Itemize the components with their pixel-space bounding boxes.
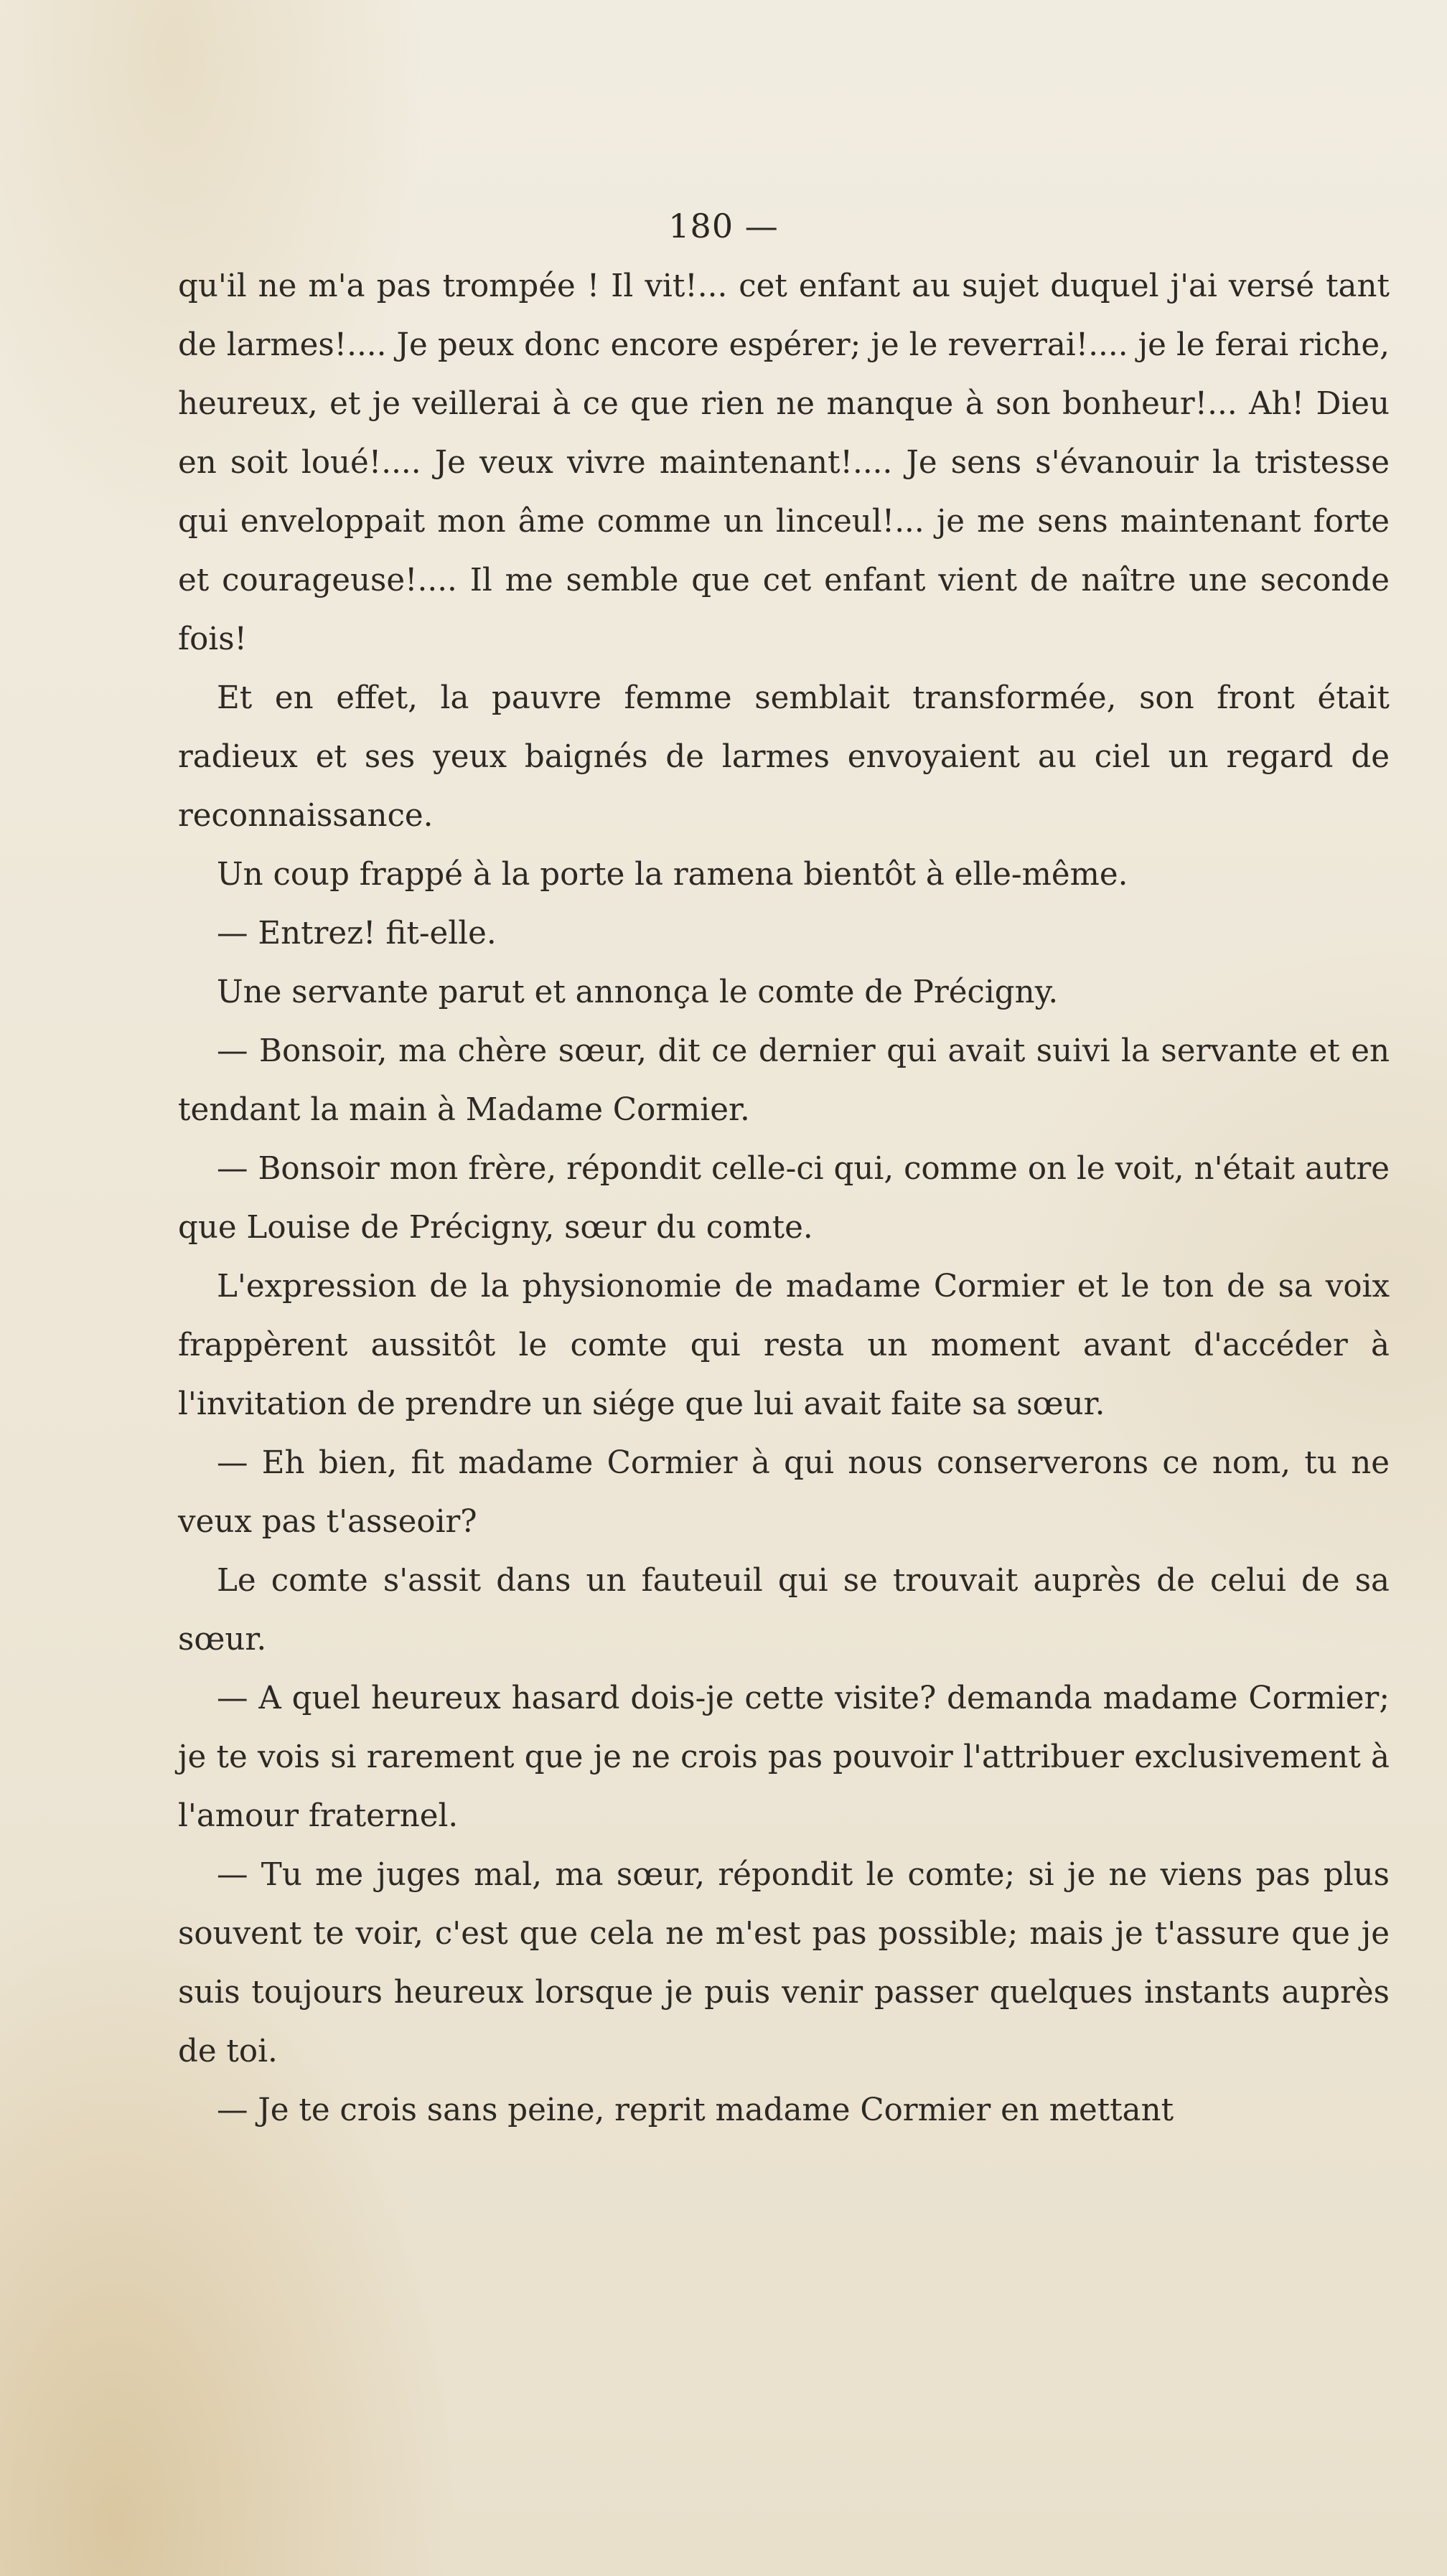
paragraph-9: — Eh bien, fit madame Cormier à qui nous conserverons ce nom, tu ne veux pas t'asseoir? [178,1445,1390,1540]
paragraph-11: — A quel heureux hasard dois-je cette visite? demanda madame Cormier; je te vois si rarement que je ne crois pas pouvoir l'attribuer exclusivement à l'amour fraternel. [178,1680,1390,1834]
paragraph-2: Et en effet, la pauvre femme semblait transformée, son front était radieux et ses yeux baignés de larmes envoyaient au ciel un regard de reconnaissance. [178,680,1390,834]
paragraph-6: — Bonsoir, ma chère sœur, dit ce dernier qui avait suivi la servante et en tendant la main à Madame Cormier. [178,1033,1390,1128]
body-text [178,257,1390,2140]
paragraph-4: — Entrez! fit-elle. [217,916,497,951]
paragraph-7: — Bonsoir mon frère, répondit celle-ci qui, comme on le voit, n'était autre que Louise de Précigny, sœur du comte. [178,1151,1390,1246]
paragraph-8: L'expression de la physionomie de madame Cormier et le ton de sa voix frappèrent aussitôt le comte qui resta un moment avant d'accéder à l'invitation de prendre un siége que lui avait faite sa sœur. [178,1269,1390,1422]
paragraph-3: Un coup frappé à la porte la ramena bientôt à elle-même. [217,857,1128,893]
page-number: 180 — [668,207,779,245]
paragraph-1: qu'il ne m'a pas trompée ! Il vit!... cet enfant au sujet duquel j'ai versé tant de larmes!.... Je peux donc encore espérer; je le reverrai!.... je le ferai riche, heureux, et je veillerai à ce que rien ne manque à son bonheur!... Ah! Dieu en soit loué!.... Je veux vivre maintenant!.... Je sens s'évanouir la tristesse qui enveloppait mon âme comme un linceul!... je me sens maintenant forte et courageuse!.... Il me semble que cet enfant vient de naître une seconde fois! [178,268,1390,657]
paragraph-5: Une servante parut et annonça le comte de Précigny. [217,974,1059,1010]
paragraph-12: — Tu me juges mal, ma sœur, répondit le comte; si je ne viens pas plus souvent te voir, c'est que cela ne m'est pas possible; mais je t'assure que je suis toujours heureux lorsque je puis venir passer quelques instants auprès de toi. [178,1857,1390,2069]
paragraph-13: — Je te crois sans peine, reprit madame Cormier en mettant [217,2092,1174,2128]
paragraph-10: Le comte s'assit dans un fauteuil qui se trouvait auprès de celui de sa sœur. [178,1563,1390,1658]
